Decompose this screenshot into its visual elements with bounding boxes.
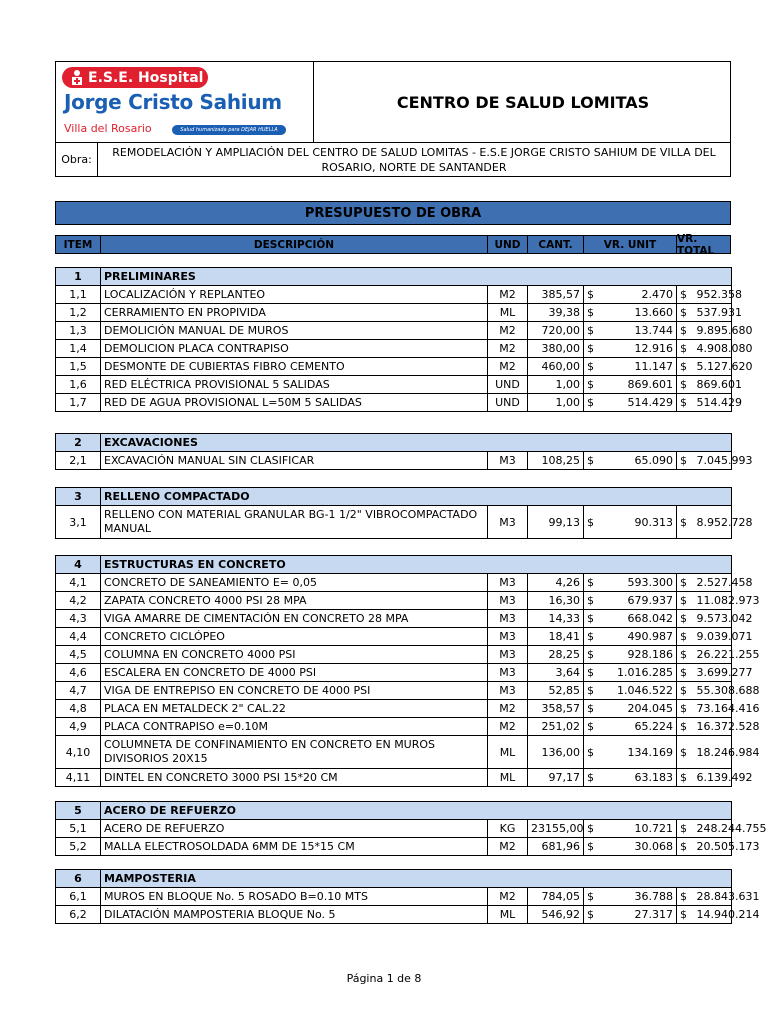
row-total-price: 3.699.277: [694, 664, 732, 682]
section-name: RELLENO COMPACTADO: [101, 488, 732, 506]
row-unit-price: 12.916: [601, 340, 677, 358]
row-total-currency: $: [677, 506, 694, 539]
row-total-currency: $: [677, 358, 694, 376]
row-total-currency: $: [677, 610, 694, 628]
row-unit: ML: [488, 906, 528, 924]
section-name: ESTRUCTURAS EN CONCRETO: [101, 556, 732, 574]
row-unit-currency: $: [584, 340, 601, 358]
row-quantity: 28,25: [528, 646, 584, 664]
row-total-currency: $: [677, 682, 694, 700]
hospital-icon: [68, 69, 86, 86]
row-total-price: 4.908.080: [694, 340, 732, 358]
row-item: 1,3: [56, 322, 101, 340]
row-total-price: 9.573.042: [694, 610, 732, 628]
row-quantity: 358,57: [528, 700, 584, 718]
row-unit-currency: $: [584, 452, 601, 470]
row-total-price: 248.244.755: [694, 820, 732, 838]
row-total-currency: $: [677, 700, 694, 718]
row-quantity: 681,96: [528, 838, 584, 856]
row-total-price: 2.527.458: [694, 574, 732, 592]
row-quantity: 108,25: [528, 452, 584, 470]
row-unit-price: 11.147: [601, 358, 677, 376]
document-header: [55, 61, 731, 177]
row-description: MUROS EN BLOQUE No. 5 ROSADO B=0.10 MTS: [101, 888, 488, 906]
row-total-currency: $: [677, 376, 694, 394]
table-row: [56, 664, 732, 682]
row-total-currency: $: [677, 394, 694, 412]
row-total-price: 7.045.993: [694, 452, 732, 470]
section-table-4: [55, 555, 760, 787]
row-quantity: 97,17: [528, 769, 584, 787]
table-row: [56, 700, 732, 718]
col-descripcion: DESCRIPCIÓN: [101, 236, 488, 253]
row-quantity: 16,30: [528, 592, 584, 610]
row-unit-currency: $: [584, 700, 601, 718]
row-unit: ML: [488, 769, 528, 787]
row-total-price: 26.221.255: [694, 646, 732, 664]
section-name: MAMPOSTERIA: [101, 870, 732, 888]
row-quantity: 136,00: [528, 736, 584, 769]
row-total-price: 952.358: [694, 286, 732, 304]
row-item: 6,1: [56, 888, 101, 906]
logo-slogan: Salud humanizada para DEJAR HUELLA: [172, 125, 286, 135]
table-row: [56, 304, 732, 322]
row-item: 1,1: [56, 286, 101, 304]
row-unit: M2: [488, 700, 528, 718]
row-unit-currency: $: [584, 682, 601, 700]
row-quantity: 251,02: [528, 718, 584, 736]
col-cant: CANT.: [528, 236, 584, 253]
row-item: 3,1: [56, 506, 101, 539]
row-unit-currency: $: [584, 592, 601, 610]
row-unit: M3: [488, 664, 528, 682]
row-unit-currency: $: [584, 358, 601, 376]
row-total-currency: $: [677, 340, 694, 358]
row-unit-price: 1.046.522: [601, 682, 677, 700]
row-unit-currency: $: [584, 888, 601, 906]
row-unit: M3: [488, 574, 528, 592]
section-name: EXCAVACIONES: [101, 434, 732, 452]
row-unit: M2: [488, 340, 528, 358]
row-unit-currency: $: [584, 718, 601, 736]
row-total-currency: $: [677, 820, 694, 838]
row-item: 1,4: [56, 340, 101, 358]
row-item: 4,7: [56, 682, 101, 700]
row-unit-currency: $: [584, 628, 601, 646]
row-quantity: 460,00: [528, 358, 584, 376]
col-item: ITEM: [56, 236, 101, 253]
row-unit-price: 63.183: [601, 769, 677, 787]
row-quantity: 23155,00: [528, 820, 584, 838]
row-total-currency: $: [677, 838, 694, 856]
obra-label: Obra:: [56, 143, 98, 176]
row-unit: UND: [488, 394, 528, 412]
column-header-row: [55, 232, 731, 257]
row-total-price: 6.139.492: [694, 769, 732, 787]
section-name: PRELIMINARES: [101, 268, 732, 286]
table-row: [56, 286, 732, 304]
section-table-2: [55, 433, 753, 470]
logo-sub-text: Villa del Rosario: [64, 122, 152, 135]
row-description: DESMONTE DE CUBIERTAS FIBRO CEMENTO: [101, 358, 488, 376]
row-quantity: 720,00: [528, 322, 584, 340]
row-description: RELLENO CON MATERIAL GRANULAR BG-1 1/2" VIBROCOMPACTADO MANUAL: [101, 506, 488, 539]
row-total-price: 18.246.984: [694, 736, 732, 769]
row-unit-price: 679.937: [601, 592, 677, 610]
row-unit-currency: $: [584, 838, 601, 856]
table-row: [56, 506, 732, 539]
section-number: 5: [56, 802, 101, 820]
row-description: DINTEL EN CONCRETO 3000 PSI 15*20 CM: [101, 769, 488, 787]
row-description: VIGA DE ENTREPISO EN CONCRETO DE 4000 PSI: [101, 682, 488, 700]
row-item: 4,11: [56, 769, 101, 787]
row-item: 4,4: [56, 628, 101, 646]
row-unit: M3: [488, 628, 528, 646]
section-header: [56, 556, 732, 574]
row-description: COLUMNETA DE CONFINAMIENTO EN CONCRETO EN MUROS DIVISORIOS 20X15: [101, 736, 488, 769]
row-unit-currency: $: [584, 574, 601, 592]
row-unit-price: 928.186: [601, 646, 677, 664]
table-row: [56, 376, 732, 394]
row-unit: UND: [488, 376, 528, 394]
row-unit-currency: $: [584, 906, 601, 924]
row-unit-price: 1.016.285: [601, 664, 677, 682]
col-vr-total-spacer: [676, 232, 731, 257]
col-vr-unit: VR. UNIT: [584, 236, 677, 253]
row-total-currency: $: [677, 304, 694, 322]
row-quantity: 546,92: [528, 906, 584, 924]
row-description: ZAPATA CONCRETO 4000 PSI 28 MPA: [101, 592, 488, 610]
row-description: DILATACIÓN MAMPOSTERIA BLOQUE No. 5: [101, 906, 488, 924]
page-title: CENTRO DE SALUD LOMITAS: [396, 92, 650, 112]
row-item: 2,1: [56, 452, 101, 470]
table-row: [56, 340, 732, 358]
section-number: 3: [56, 488, 101, 506]
row-unit-currency: $: [584, 646, 601, 664]
row-description: PLACA CONTRAPISO e=0.10M: [101, 718, 488, 736]
row-unit-price: 30.068: [601, 838, 677, 856]
section-header: [56, 802, 732, 820]
row-unit: M2: [488, 838, 528, 856]
section-name: ACERO DE REFUERZO: [101, 802, 732, 820]
row-unit-currency: $: [584, 506, 601, 539]
table-row: [56, 574, 732, 592]
row-quantity: 1,00: [528, 394, 584, 412]
row-quantity: 14,33: [528, 610, 584, 628]
row-item: 1,7: [56, 394, 101, 412]
row-item: 1,5: [56, 358, 101, 376]
section-number: 2: [56, 434, 101, 452]
row-item: 4,9: [56, 718, 101, 736]
row-unit: M3: [488, 610, 528, 628]
row-item: 6,2: [56, 906, 101, 924]
section-number: 1: [56, 268, 101, 286]
row-unit-currency: $: [584, 304, 601, 322]
row-unit-price: 90.313: [601, 506, 677, 539]
logo-main-text: Jorge Cristo Sahium: [64, 90, 282, 114]
row-unit-price: 36.788: [601, 888, 677, 906]
section-header: [56, 268, 732, 286]
table-row: [56, 718, 732, 736]
row-total-currency: $: [677, 646, 694, 664]
row-total-price: 514.429: [694, 394, 732, 412]
row-quantity: 380,00: [528, 340, 584, 358]
row-unit: M2: [488, 718, 528, 736]
row-total-price: 55.308.688: [694, 682, 732, 700]
table-row: [56, 628, 732, 646]
row-item: 4,8: [56, 700, 101, 718]
row-quantity: 39,38: [528, 304, 584, 322]
row-total-price: 14.940.214: [694, 906, 732, 924]
row-unit: M3: [488, 452, 528, 470]
table-row: [56, 820, 732, 838]
section-table-1: [55, 267, 753, 412]
row-item: 4,5: [56, 646, 101, 664]
row-unit-currency: $: [584, 286, 601, 304]
row-total-price: 9.039.071: [694, 628, 732, 646]
page-footer: Página 1 de 8: [346, 972, 422, 985]
table-row: [56, 838, 732, 856]
table-row: [56, 769, 732, 787]
row-unit-currency: $: [584, 820, 601, 838]
row-total-currency: $: [677, 574, 694, 592]
row-total-price: 869.601: [694, 376, 732, 394]
row-item: 1,2: [56, 304, 101, 322]
table-row: [56, 906, 732, 924]
row-total-currency: $: [677, 664, 694, 682]
table-row: [56, 610, 732, 628]
row-unit: M2: [488, 286, 528, 304]
row-unit: ML: [488, 304, 528, 322]
table-row: [56, 452, 732, 470]
row-description: MALLA ELECTROSOLDADA 6MM DE 15*15 CM: [101, 838, 488, 856]
row-unit-currency: $: [584, 664, 601, 682]
row-description: DEMOLICIÓN MANUAL DE MUROS: [101, 322, 488, 340]
row-unit-price: 27.317: [601, 906, 677, 924]
row-total-price: 28.843.631: [694, 888, 732, 906]
row-total-currency: $: [677, 322, 694, 340]
section-number: 4: [56, 556, 101, 574]
row-total-currency: $: [677, 769, 694, 787]
row-description: RED ELÉCTRICA PROVISIONAL 5 SALIDAS: [101, 376, 488, 394]
row-item: 5,2: [56, 838, 101, 856]
table-row: [56, 394, 732, 412]
hospital-logo: [56, 62, 314, 143]
row-unit: M2: [488, 322, 528, 340]
section-table-6: [55, 869, 760, 924]
row-unit-price: 2.470: [601, 286, 677, 304]
table-row: [56, 888, 732, 906]
row-total-price: 537.931: [694, 304, 732, 322]
table-row: [56, 592, 732, 610]
row-unit-currency: $: [584, 376, 601, 394]
section-header: [56, 488, 732, 506]
row-unit: M3: [488, 646, 528, 664]
row-item: 4,1: [56, 574, 101, 592]
row-unit-price: 490.987: [601, 628, 677, 646]
row-unit-price: 10.721: [601, 820, 677, 838]
row-total-currency: $: [677, 888, 694, 906]
row-total-price: 16.372.528: [694, 718, 732, 736]
row-total-currency: $: [677, 286, 694, 304]
row-item: 4,10: [56, 736, 101, 769]
row-total-price: 8.952.728: [694, 506, 732, 539]
row-quantity: 99,13: [528, 506, 584, 539]
col-vr-total: VR. TOTAL: [677, 232, 715, 257]
row-total-price: 11.082.973: [694, 592, 732, 610]
row-description: ESCALERA EN CONCRETO DE 4000 PSI: [101, 664, 488, 682]
row-description: VIGA AMARRE DE CIMENTACIÓN EN CONCRETO 28 MPA: [101, 610, 488, 628]
table-row: [56, 646, 732, 664]
row-total-price: 9.895.680: [694, 322, 732, 340]
row-description: LOCALIZACIÓN Y REPLANTEO: [101, 286, 488, 304]
row-item: 4,2: [56, 592, 101, 610]
row-unit-price: 204.045: [601, 700, 677, 718]
row-unit: M2: [488, 888, 528, 906]
section-table-5: [55, 801, 767, 856]
row-unit-price: 65.224: [601, 718, 677, 736]
row-quantity: 385,57: [528, 286, 584, 304]
row-total-currency: $: [677, 628, 694, 646]
row-total-currency: $: [677, 592, 694, 610]
row-unit-currency: $: [584, 322, 601, 340]
row-unit-currency: $: [584, 610, 601, 628]
row-total-currency: $: [677, 736, 694, 769]
row-total-price: 73.164.416: [694, 700, 732, 718]
section-header: [56, 870, 732, 888]
row-total-currency: $: [677, 452, 694, 470]
logo-pill-text: E.S.E. Hospital: [88, 69, 204, 86]
row-unit: KG: [488, 820, 528, 838]
section-header: [56, 434, 732, 452]
row-quantity: 18,41: [528, 628, 584, 646]
row-total-price: 20.505.173: [694, 838, 732, 856]
row-item: 4,6: [56, 664, 101, 682]
row-description: CONCRETO DE SANEAMIENTO E= 0,05: [101, 574, 488, 592]
budget-title: PRESUPUESTO DE OBRA: [55, 201, 731, 225]
table-row: [56, 736, 732, 769]
row-quantity: 1,00: [528, 376, 584, 394]
table-row: [56, 358, 732, 376]
row-description: COLUMNA EN CONCRETO 4000 PSI: [101, 646, 488, 664]
logo-pill: [62, 67, 208, 88]
row-unit-price: 869.601: [601, 376, 677, 394]
row-unit-price: 13.660: [601, 304, 677, 322]
row-quantity: 3,64: [528, 664, 584, 682]
row-description: CERRAMIENTO EN PROPIVIDA: [101, 304, 488, 322]
section-number: 6: [56, 870, 101, 888]
row-total-currency: $: [677, 906, 694, 924]
row-unit: ML: [488, 736, 528, 769]
section-table-3: [55, 487, 753, 539]
row-unit-price: 514.429: [601, 394, 677, 412]
row-total-currency: $: [677, 718, 694, 736]
row-quantity: 52,85: [528, 682, 584, 700]
row-unit-currency: $: [584, 769, 601, 787]
row-unit-currency: $: [584, 736, 601, 769]
row-unit: M3: [488, 592, 528, 610]
row-quantity: 4,26: [528, 574, 584, 592]
row-description: EXCAVACIÓN MANUAL SIN CLASIFICAR: [101, 452, 488, 470]
row-description: CONCRETO CICLÓPEO: [101, 628, 488, 646]
row-total-price: 5.127.620: [694, 358, 732, 376]
row-item: 4,3: [56, 610, 101, 628]
row-unit: M3: [488, 682, 528, 700]
row-unit: M2: [488, 358, 528, 376]
row-unit-price: 13.744: [601, 322, 677, 340]
row-item: 5,1: [56, 820, 101, 838]
row-unit-price: 134.169: [601, 736, 677, 769]
row-unit-price: 65.090: [601, 452, 677, 470]
row-item: 1,6: [56, 376, 101, 394]
row-description: ACERO DE REFUERZO: [101, 820, 488, 838]
row-unit-price: 668.042: [601, 610, 677, 628]
col-und: UND: [488, 236, 528, 253]
table-row: [56, 322, 732, 340]
row-unit-currency: $: [584, 394, 601, 412]
row-quantity: 784,05: [528, 888, 584, 906]
row-description: RED DE AGUA PROVISIONAL L=50M 5 SALIDAS: [101, 394, 488, 412]
obra-text: REMODELACIÓN Y AMPLIACIÓN DEL CENTRO DE SALUD LOMITAS - E.S.E JORGE CRISTO SAHIUM DE VILLA DEL ROSARIO, NORTE DE SANTANDER: [112, 146, 716, 174]
row-unit: M3: [488, 506, 528, 539]
row-description: DEMOLICION PLACA CONTRAPISO: [101, 340, 488, 358]
row-description: PLACA EN METALDECK 2" CAL.22: [101, 700, 488, 718]
table-row: [56, 682, 732, 700]
row-unit-price: 593.300: [601, 574, 677, 592]
